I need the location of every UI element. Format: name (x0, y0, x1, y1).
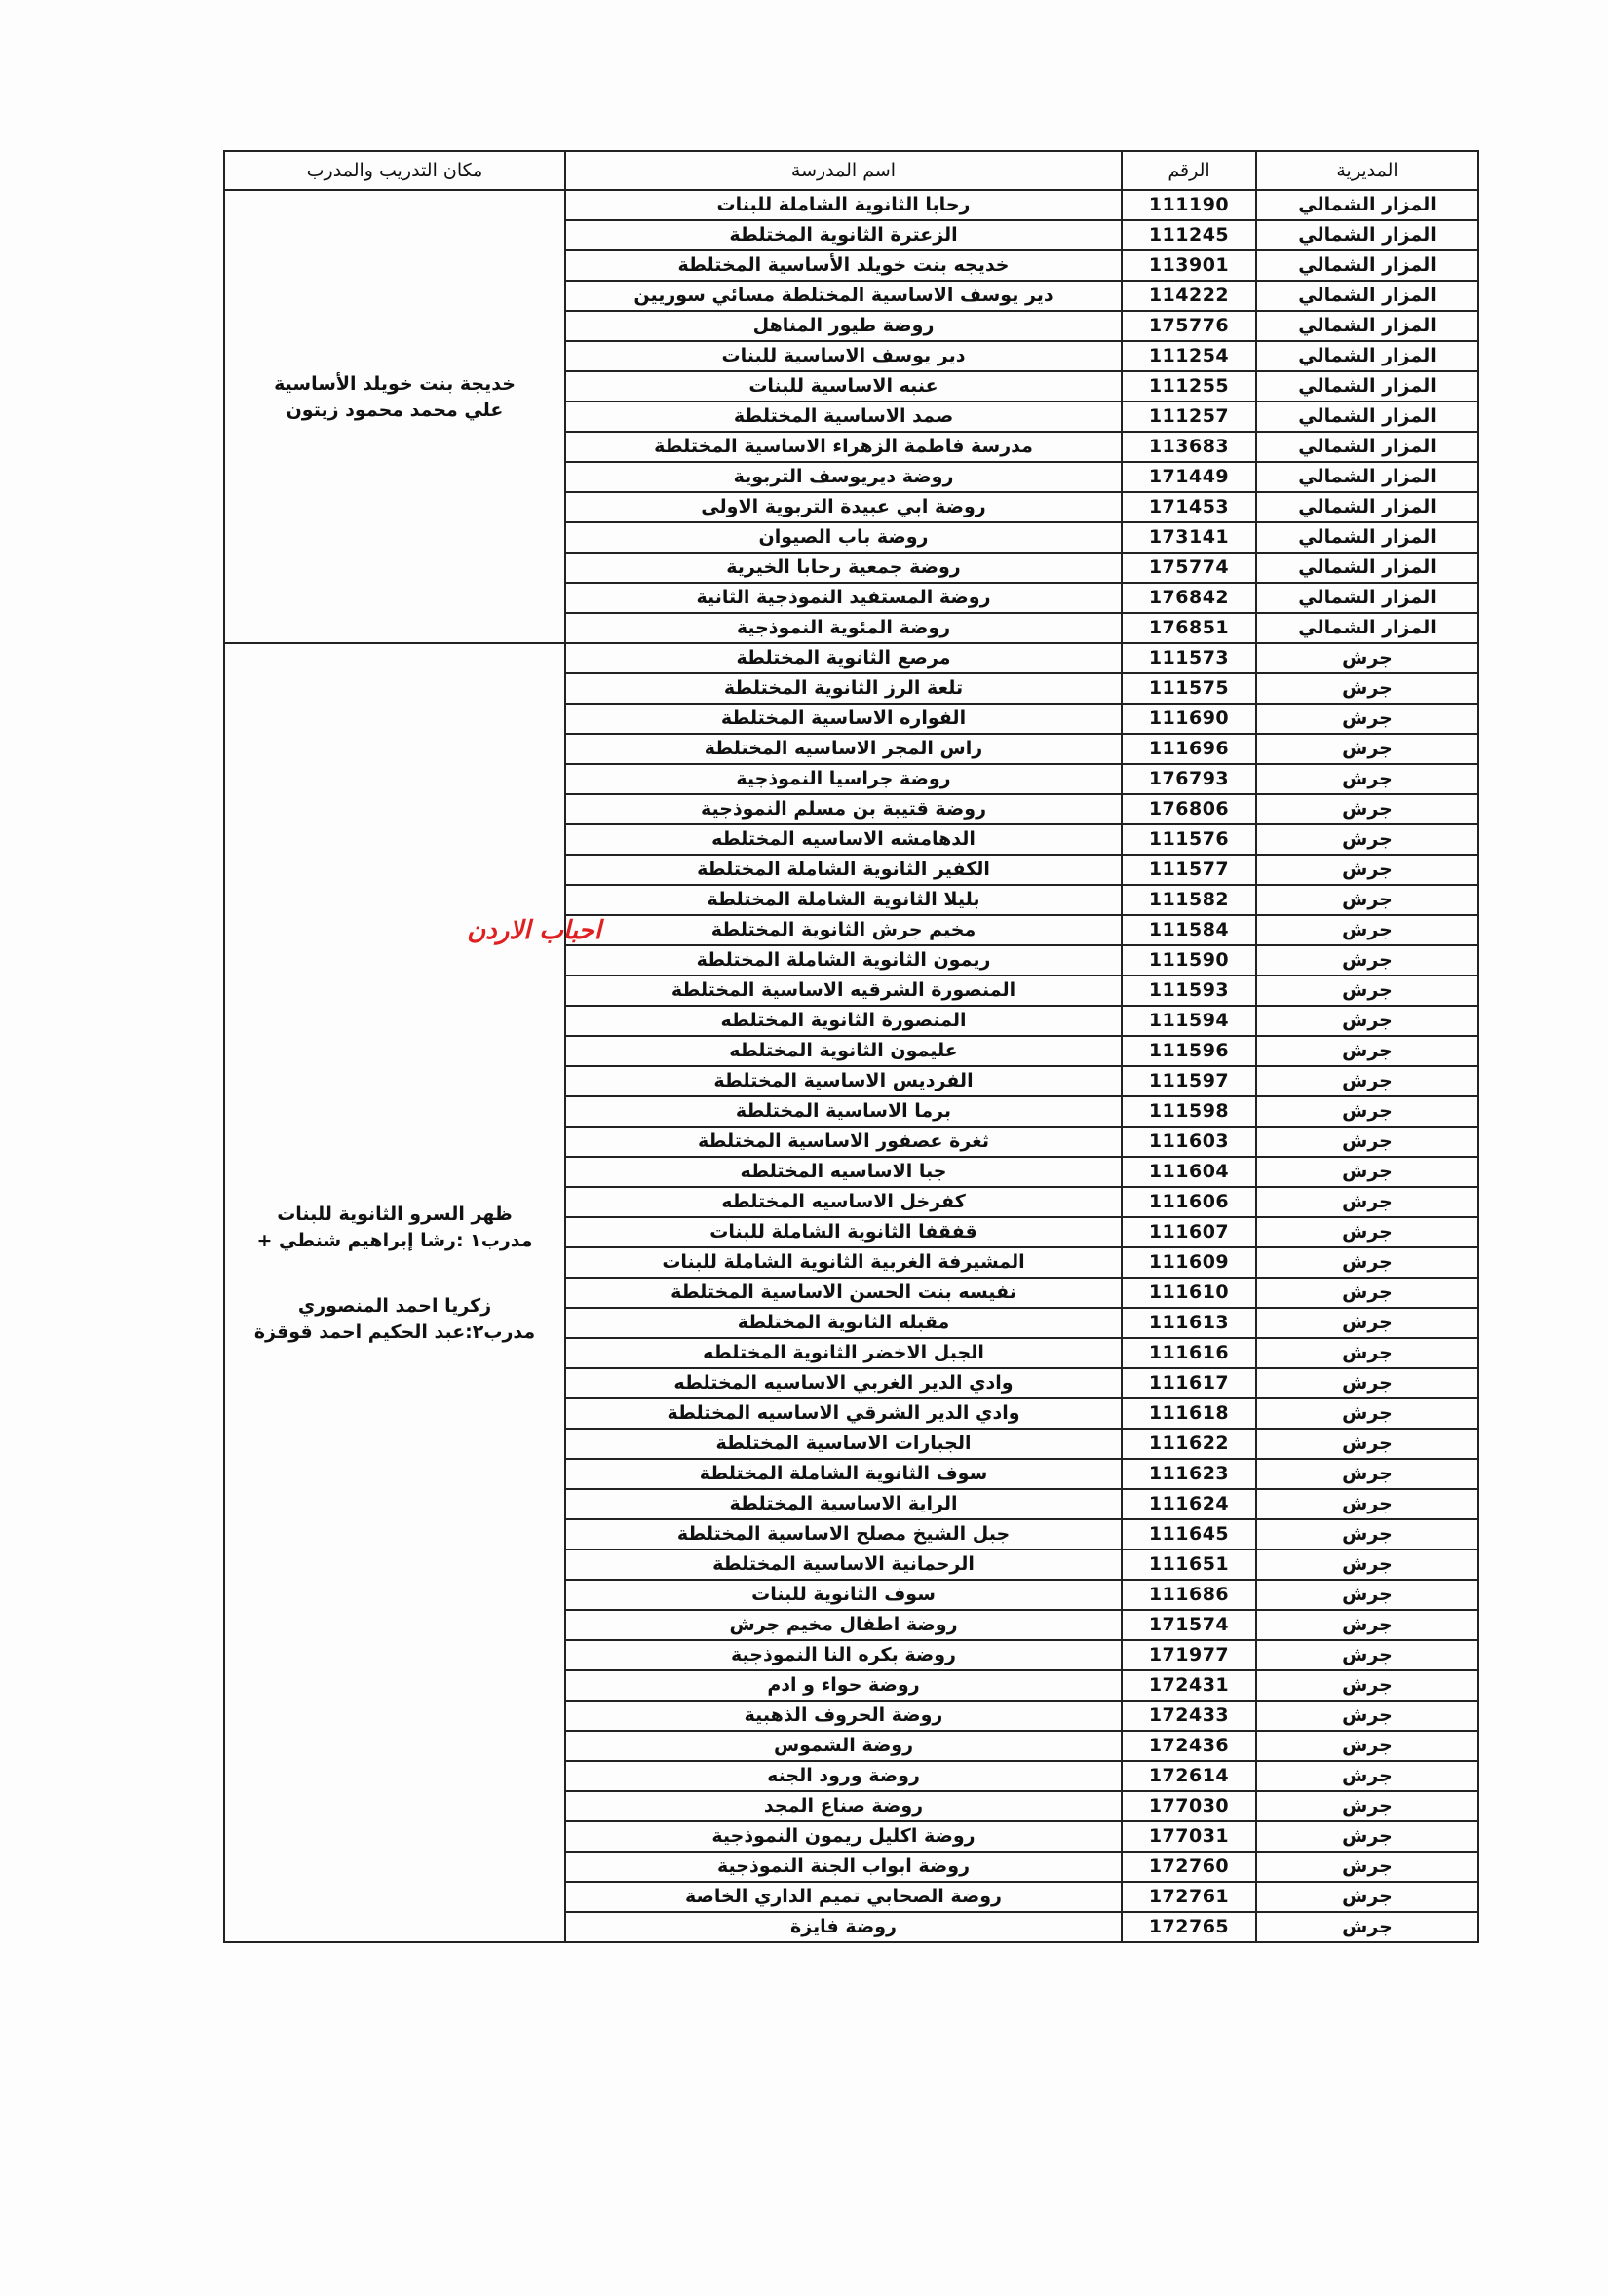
directorate-cell: جرش (1256, 1580, 1478, 1610)
school-name-cell: الكفير الثانوية الشاملة المختلطة (565, 855, 1122, 885)
directorate-cell: جرش (1256, 1610, 1478, 1640)
school-number-cell: 111593 (1122, 976, 1256, 1006)
school-name-cell: قفقفا الثانوية الشاملة للبنات (565, 1217, 1122, 1247)
directorate-cell: جرش (1256, 1821, 1478, 1852)
school-name-cell: مرصع الثانوية المختلطة (565, 643, 1122, 673)
school-number-cell: 175776 (1122, 311, 1256, 341)
school-name-cell: روضة الصحابي تميم الداري الخاصة (565, 1882, 1122, 1912)
school-name-cell: روضة صناع المجد (565, 1791, 1122, 1821)
school-number-cell: 111257 (1122, 402, 1256, 432)
school-name-cell: روضة قتيبة بن مسلم النموذجية (565, 794, 1122, 824)
school-number-cell: 176806 (1122, 794, 1256, 824)
school-number-cell: 111590 (1122, 945, 1256, 976)
directorate-cell: المزار الشمالي (1256, 250, 1478, 281)
school-name-cell: دير يوسف الاساسية المختلطة مسائي سوريين (565, 281, 1122, 311)
school-number-cell: 173141 (1122, 522, 1256, 553)
school-number-cell: 172760 (1122, 1852, 1256, 1882)
directorate-cell: جرش (1256, 1640, 1478, 1670)
school-name-cell: الفواره الاساسية المختلطة (565, 704, 1122, 734)
school-name-cell: المنصورة الثانوية المختلطه (565, 1006, 1122, 1036)
school-number-cell: 111604 (1122, 1157, 1256, 1187)
school-number-cell: 113683 (1122, 432, 1256, 462)
school-name-cell: روضة الشموس (565, 1731, 1122, 1761)
school-name-cell: روضة باب الصيوان (565, 522, 1122, 553)
directorate-cell: جرش (1256, 1912, 1478, 1942)
school-number-cell: 111622 (1122, 1429, 1256, 1459)
directorate-cell: جرش (1256, 1731, 1478, 1761)
directorate-cell: جرش (1256, 915, 1478, 945)
directorate-cell: المزار الشمالي (1256, 492, 1478, 522)
table-body (224, 190, 1478, 1942)
school-number-cell: 111577 (1122, 855, 1256, 885)
directorate-cell: جرش (1256, 704, 1478, 734)
directorate-cell: جرش (1256, 1066, 1478, 1096)
school-name-cell: بليلا الثانوية الشاملة المختلطة (565, 885, 1122, 915)
directorate-cell: جرش (1256, 1429, 1478, 1459)
header-row (224, 151, 1478, 190)
directorate-cell: المزار الشمالي (1256, 341, 1478, 371)
school-name-cell: روضة جراسيا النموذجية (565, 764, 1122, 794)
directorate-cell: جرش (1256, 1882, 1478, 1912)
school-name-cell: المشيرفة الغربية الثانوية الشاملة للبنات (565, 1247, 1122, 1278)
watermark-text: احباب الاردن (467, 916, 601, 945)
directorate-cell: جرش (1256, 855, 1478, 885)
table-row (224, 190, 1478, 220)
directorate-cell: جرش (1256, 1006, 1478, 1036)
directorate-cell: جرش (1256, 885, 1478, 915)
school-number-cell: 172765 (1122, 1912, 1256, 1942)
school-number-cell: 111618 (1122, 1398, 1256, 1429)
directorate-cell: جرش (1256, 1036, 1478, 1066)
school-number-cell: 111609 (1122, 1247, 1256, 1278)
school-name-cell: الفرديس الاساسية المختلطة (565, 1066, 1122, 1096)
school-number-cell: 111254 (1122, 341, 1256, 371)
directorate-cell: جرش (1256, 976, 1478, 1006)
school-number-cell: 171574 (1122, 1610, 1256, 1640)
school-number-cell: 111190 (1122, 190, 1256, 220)
school-number-cell: 172761 (1122, 1882, 1256, 1912)
directorate-cell: المزار الشمالي (1256, 190, 1478, 220)
directorate-cell: جرش (1256, 1368, 1478, 1398)
school-name-cell: خديجه بنت خويلد الأساسية المختلطة (565, 250, 1122, 281)
school-number-cell: 113901 (1122, 250, 1256, 281)
school-number-cell: 177030 (1122, 1791, 1256, 1821)
school-name-cell: وادي الدير الغربي الاساسيه المختلطه (565, 1368, 1122, 1398)
directorate-cell: جرش (1256, 1701, 1478, 1731)
directorate-cell: المزار الشمالي (1256, 281, 1478, 311)
header-directorate: المديرية (1256, 151, 1478, 190)
directorate-cell: جرش (1256, 1791, 1478, 1821)
school-name-cell: الدهامشه الاساسيه المختلطه (565, 824, 1122, 855)
school-number-cell: 111594 (1122, 1006, 1256, 1036)
school-name-cell: برما الاساسية المختلطة (565, 1096, 1122, 1127)
school-name-cell: روضة اطفال مخيم جرش (565, 1610, 1122, 1640)
school-name-cell: وادي الدير الشرقي الاساسيه المختلطة (565, 1398, 1122, 1429)
directorate-cell: المزار الشمالي (1256, 371, 1478, 402)
school-number-cell: 171453 (1122, 492, 1256, 522)
school-number-cell: 171977 (1122, 1640, 1256, 1670)
directorate-cell: المزار الشمالي (1256, 462, 1478, 492)
school-number-cell: 111255 (1122, 371, 1256, 402)
school-name-cell: روضة ابي عبيدة التربوية الاولى (565, 492, 1122, 522)
directorate-cell: جرش (1256, 643, 1478, 673)
training-place-line: خديجة بنت خويلد الأساسية (274, 372, 516, 395)
school-name-cell: روضة ديريوسف التربوية (565, 462, 1122, 492)
directorate-cell: جرش (1256, 734, 1478, 764)
directorate-cell: جرش (1256, 794, 1478, 824)
school-name-cell: رحابا الثانوية الشاملة للبنات (565, 190, 1122, 220)
school-name-cell: روضة المستفيد النموذجية الثانية (565, 583, 1122, 613)
directorate-cell: جرش (1256, 1670, 1478, 1701)
school-number-cell: 172436 (1122, 1731, 1256, 1761)
table-header (224, 151, 1478, 190)
school-number-cell: 111576 (1122, 824, 1256, 855)
school-number-cell: 171449 (1122, 462, 1256, 492)
directorate-cell: جرش (1256, 1852, 1478, 1882)
school-number-cell: 111686 (1122, 1580, 1256, 1610)
directorate-cell: جرش (1256, 1519, 1478, 1550)
school-name-cell: الجبارات الاساسية المختلطة (565, 1429, 1122, 1459)
school-name-cell: سوف الثانوية للبنات (565, 1580, 1122, 1610)
school-number-cell: 111582 (1122, 885, 1256, 915)
school-number-cell: 172433 (1122, 1701, 1256, 1731)
directorate-cell: المزار الشمالي (1256, 583, 1478, 613)
school-number-cell: 111598 (1122, 1096, 1256, 1127)
directorate-cell: جرش (1256, 945, 1478, 976)
school-name-cell: عليمون الثانوية المختلطه (565, 1036, 1122, 1066)
school-number-cell: 111596 (1122, 1036, 1256, 1066)
school-name-cell: جبا الاساسيه المختلطه (565, 1157, 1122, 1187)
directorate-cell: جرش (1256, 1308, 1478, 1338)
school-number-cell: 111696 (1122, 734, 1256, 764)
school-name-cell: روضة جمعية رحابا الخيرية (565, 553, 1122, 583)
directorate-cell: جرش (1256, 1278, 1478, 1308)
school-number-cell: 111616 (1122, 1338, 1256, 1368)
school-name-cell: روضة ورود الجنه (565, 1761, 1122, 1791)
school-name-cell: ثغرة عصفور الاساسية المختلطة (565, 1127, 1122, 1157)
school-number-cell: 111610 (1122, 1278, 1256, 1308)
school-name-cell: راس المجر الاساسيه المختلطة (565, 734, 1122, 764)
school-name-cell: روضة الحروف الذهبية (565, 1701, 1122, 1731)
school-number-cell: 111613 (1122, 1308, 1256, 1338)
directorate-cell: المزار الشمالي (1256, 613, 1478, 643)
school-name-cell: صمد الاساسية المختلطة (565, 402, 1122, 432)
school-number-cell: 176851 (1122, 613, 1256, 643)
school-name-cell: دير يوسف الاساسية للبنات (565, 341, 1122, 371)
school-name-cell: مقبله الثانوية المختلطة (565, 1308, 1122, 1338)
school-name-cell: روضة حواء و ادم (565, 1670, 1122, 1701)
directorate-cell: جرش (1256, 1338, 1478, 1368)
school-number-cell: 111573 (1122, 643, 1256, 673)
directorate-cell: المزار الشمالي (1256, 311, 1478, 341)
school-name-cell: الراية الاساسية المختلطة (565, 1489, 1122, 1519)
school-number-cell: 111651 (1122, 1550, 1256, 1580)
school-number-cell: 176793 (1122, 764, 1256, 794)
directorate-cell: جرش (1256, 1247, 1478, 1278)
school-name-cell: روضة المئوية النموذجية (565, 613, 1122, 643)
directorate-cell: جرش (1256, 1096, 1478, 1127)
training-place-line: زكريا احمد المنصوري (297, 1294, 492, 1317)
school-number-cell: 177031 (1122, 1821, 1256, 1852)
header-school-name: اسم المدرسة (565, 151, 1122, 190)
school-number-cell: 111690 (1122, 704, 1256, 734)
directorate-cell: المزار الشمالي (1256, 522, 1478, 553)
school-name-cell: مدرسة فاطمة الزهراء الاساسية المختلطة (565, 432, 1122, 462)
directorate-cell: جرش (1256, 1398, 1478, 1429)
school-name-cell: ريمون الثانوية الشاملة المختلطة (565, 945, 1122, 976)
school-number-cell: 111623 (1122, 1459, 1256, 1489)
school-name-cell: نفيسه بنت الحسن الاساسية المختلطة (565, 1278, 1122, 1308)
school-number-cell: 111584 (1122, 915, 1256, 945)
line-spacer (225, 1254, 564, 1293)
directorate-cell: جرش (1256, 1217, 1478, 1247)
school-number-cell: 111245 (1122, 220, 1256, 250)
training-place-line: ظهر السرو الثانوية للبنات (277, 1203, 513, 1225)
school-name-cell: مخيم جرش الثانوية المختلطة (565, 915, 1122, 945)
training-place-line: مدرب٢:عبد الحكيم احمد قوقزة (253, 1320, 536, 1343)
directorate-cell: جرش (1256, 1459, 1478, 1489)
school-number-cell: 111607 (1122, 1217, 1256, 1247)
school-name-cell: جبل الشيخ مصلح الاساسية المختلطة (565, 1519, 1122, 1550)
school-name-cell: الجبل الاخضر الثانوية المختلطه (565, 1338, 1122, 1368)
directorate-cell: جرش (1256, 1157, 1478, 1187)
training-place-line: مدرب١ :رشا إبراهيم شنطي + (256, 1229, 533, 1251)
directorate-cell: جرش (1256, 824, 1478, 855)
school-number-cell: 111606 (1122, 1187, 1256, 1217)
directorate-cell: المزار الشمالي (1256, 432, 1478, 462)
school-name-cell: روضة فايزة (565, 1912, 1122, 1942)
header-training-place: مكان التدريب والمدرب (224, 151, 565, 190)
school-number-cell: 175774 (1122, 553, 1256, 583)
training-place-cell (224, 643, 565, 1942)
directorate-cell: المزار الشمالي (1256, 553, 1478, 583)
school-name-cell: روضة اكليل ريمون النموذجية (565, 1821, 1122, 1852)
directorate-cell: جرش (1256, 1550, 1478, 1580)
directorate-cell: المزار الشمالي (1256, 220, 1478, 250)
school-name-cell: سوف الثانوية الشاملة المختلطة (565, 1459, 1122, 1489)
school-name-cell: الزعترة الثانوية المختلطة (565, 220, 1122, 250)
line-spacer (225, 1346, 564, 1385)
school-name-cell: روضة بكره النا النموذجية (565, 1640, 1122, 1670)
training-place-line: علي محمد محمود زيتون (286, 399, 504, 421)
school-number-cell: 172614 (1122, 1761, 1256, 1791)
schools-table (223, 150, 1479, 1943)
line-spacer (225, 424, 564, 463)
school-name-cell: الرحمانية الاساسية المختلطة (565, 1550, 1122, 1580)
school-number-cell: 114222 (1122, 281, 1256, 311)
school-number-cell: 176842 (1122, 583, 1256, 613)
school-number-cell: 111617 (1122, 1368, 1256, 1398)
school-number-cell: 111597 (1122, 1066, 1256, 1096)
table-row (224, 643, 1478, 673)
school-number-cell: 111603 (1122, 1127, 1256, 1157)
school-name-cell: المنصورة الشرقيه الاساسية المختلطة (565, 976, 1122, 1006)
directorate-cell: جرش (1256, 673, 1478, 704)
school-name-cell: عنبه الاساسية للبنات (565, 371, 1122, 402)
school-number-cell: 111575 (1122, 673, 1256, 704)
directorate-cell: جرش (1256, 764, 1478, 794)
directorate-cell: جرش (1256, 1489, 1478, 1519)
header-number: الرقم (1122, 151, 1256, 190)
school-name-cell: روضة طيور المناهل (565, 311, 1122, 341)
school-name-cell: كفرخل الاساسيه المختلطه (565, 1187, 1122, 1217)
school-number-cell: 111645 (1122, 1519, 1256, 1550)
training-place-cell (224, 190, 565, 643)
directorate-cell: جرش (1256, 1761, 1478, 1791)
directorate-cell: المزار الشمالي (1256, 402, 1478, 432)
directorate-cell: جرش (1256, 1187, 1478, 1217)
school-name-cell: روضة ابواب الجنة النموذجية (565, 1852, 1122, 1882)
school-name-cell: تلعة الرز الثانوية المختلطة (565, 673, 1122, 704)
school-number-cell: 172431 (1122, 1670, 1256, 1701)
directorate-cell: جرش (1256, 1127, 1478, 1157)
school-number-cell: 111624 (1122, 1489, 1256, 1519)
